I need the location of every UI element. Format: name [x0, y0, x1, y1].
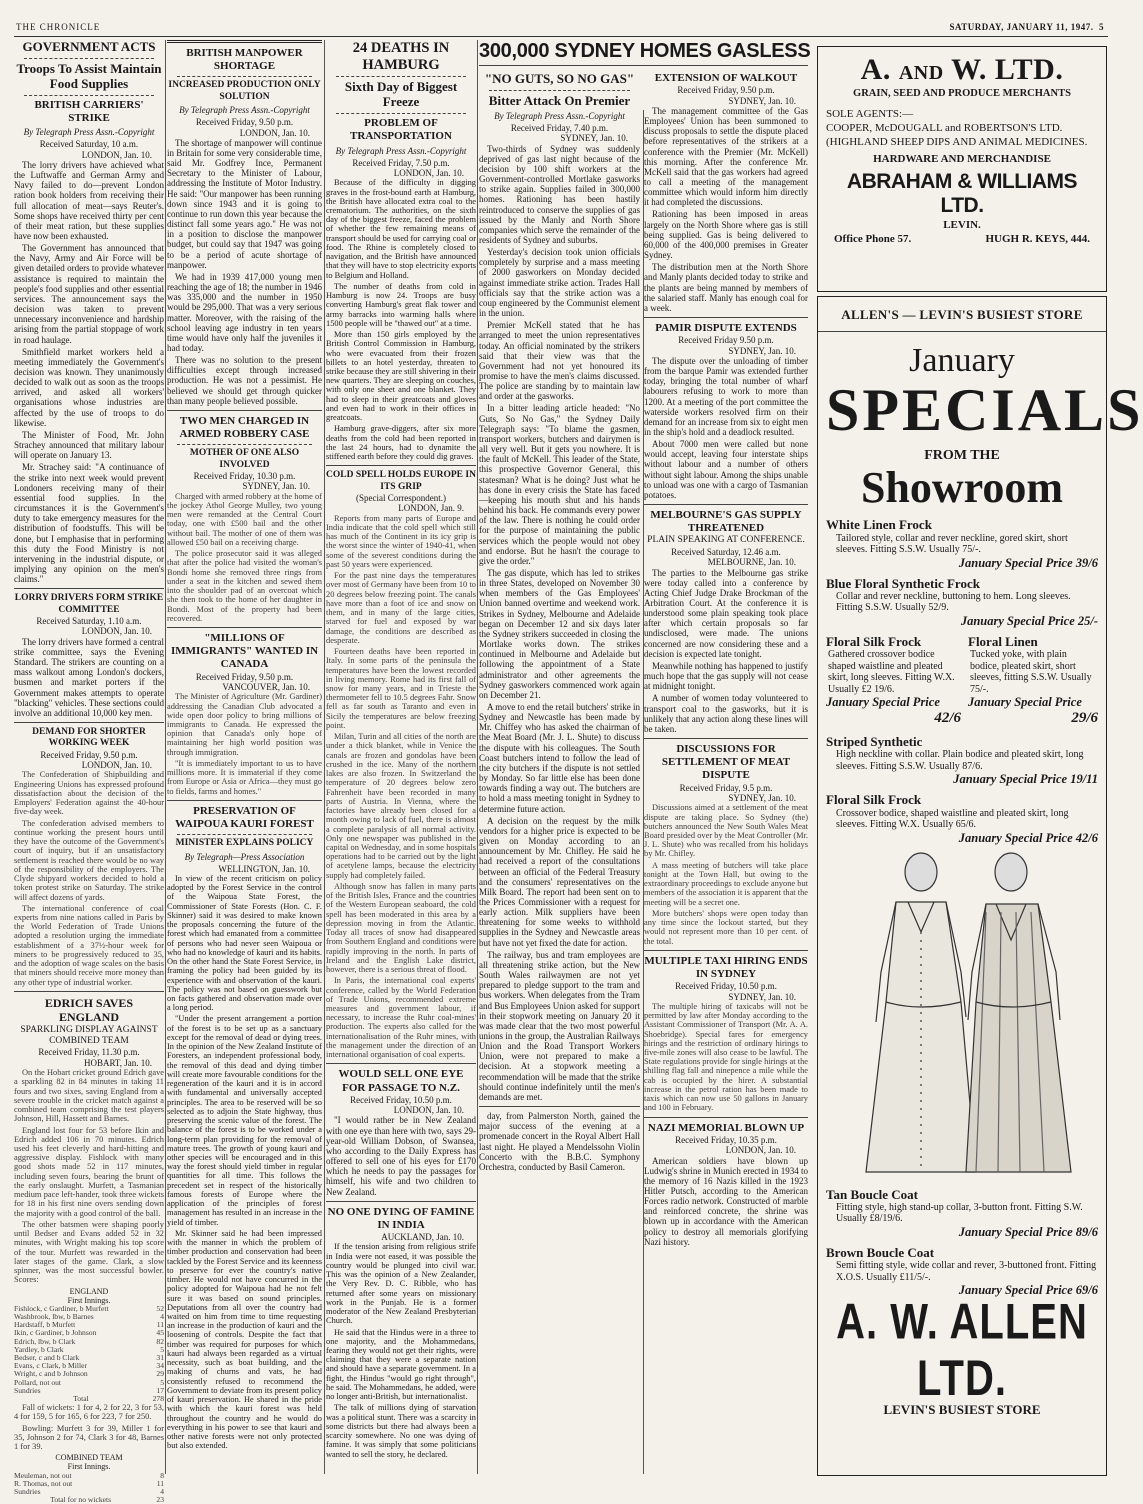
item-description: Fitting style, high stand-up collar, 3-button front. Fitting S.W. Usually £8/19/6.	[836, 1201, 1083, 1225]
paragraph: In Paris, the international coal experts' conference, called by the World Federation of Trade Unions, recommended extreme measures and government labour, if necessary, to increase the Ruhr coal-mines' production. The experts also called for the internationalisation of the Ruhr mines, with the management under the direction of an international organisation of coal experts.	[326, 976, 476, 1060]
paragraph: A decision on the request by the milk vendors for a higher price is expected to be given on Monday according to an announcement by Mr. Chifley. He said he had received a report of the consultations between an official of the Federal Treasury and the consumers' representatives on the Milk Board. The report had been sent on to the Prices Commissioner with a request for early action. Milk suppliers have been threatening for some weeks to withhold supplies in the Sydney and Newcastle areas but have not yet fixed the date for action.	[479, 815, 640, 948]
banner-headline: 300,000 SYDNEY HOMES GASLESS	[479, 40, 811, 62]
item-title: Striped Synthetic	[826, 733, 923, 749]
advert-line: HARDWARE AND MERCHANDISE	[873, 152, 1051, 165]
paragraph: Charged with armed robbery at the home of the jockey Athol George Mulley, two young men were remanded at the Central Court today, one with £500 bail and the other without bail. The mother of one of them was allowed £50 bail on a receiving charge.	[167, 491, 322, 547]
headline: DEMAND FOR SHORTER WORKING WEEK	[32, 727, 146, 749]
subheadline: Sixth Day of Biggest Freeze	[344, 79, 458, 110]
batsman: Edrich, lbw, b Clark	[14, 1336, 76, 1346]
dateline: HOBART, Jan. 10.	[83, 1057, 152, 1068]
headline: TWO MEN CHARGED IN ARMED ROBBERY CASE	[179, 414, 310, 441]
advert-brand: A. W. ALLEN LTD.	[836, 1294, 1088, 1407]
paragraph: The multiple hiring of taxicabs will not be permitted by law after Monday according to the Assistant Commissioner of Transport (Mr. A. A. Shoebridge). Special fares for emergency hirings and the restriction of ordinary hirings to five-mile zones will also cease to be lawful. The State regulations provide for single hirings at the shilling flag fall and ninepence a mile while the cab is occupied by the hirer. A substantial increase in the petrol ration has been made to taxis which can now use 50 gallons in January and 100 in February.	[644, 1001, 808, 1113]
paragraph: The shortage of manpower will continue in Britain for some very considerable time, said Mr. Godfrey Ince, Permanent Secretary to the Minister of Labour, addressing the Institute of Motor Industry. He said: "Our manpower has been running down since 1943 and it is going to continue to run down this year because the distinct fall some years ago." He was not in a position to disclose the manpower budget, but could say that 1947 was going to be a period of acute shortage of manpower.	[167, 137, 322, 270]
paragraph: About 7000 men were called but none would accept, leaving four interstate ships without labour and a number of others without sight labour. Among the ships unable to unload was one with a cargo of Tasmanian potatoes.	[644, 439, 808, 500]
paragraph: For the past nine days the temperatures over most of Germany have been from 10 to 20 degrees below freezing point. The canals have more than a foot of ice and snow on them, and in many of the large cities, starved for fuel and exposed by war damage, the conditions are described as desperate.	[326, 571, 476, 645]
paragraph: The Government has announced that the Navy, Army and Air Force will be given detailed orders to provide whatever assistance is required to maintain the people's food supplies and other essential services. The announcement says the decision was taken to prevent unnecessary inconvenience and hardship arising from the partial stoppage of work in road haulage.	[14, 243, 164, 345]
advert-phones: Office Phone 57. HUGH R. KEYS, 444.	[834, 233, 1090, 246]
batsman: Pollard, not out	[14, 1377, 62, 1387]
item-title: Floral Silk Frock	[826, 792, 922, 808]
batsman: R. Thomas, not out	[14, 1478, 73, 1488]
batsman: Sundries	[14, 1385, 41, 1395]
paragraph: The lorry drivers have achieved what the Luftwaffe and German Army and Navy failed to do—prevent London ration book holders from receiving their full allocation of meat—says Reuter's. Some shops have received thirty per cent of their meat ration, but these supplies have now been exhausted.	[14, 159, 164, 241]
runs: 4	[160, 1487, 164, 1497]
paragraph: If the tension arising from religious strife in India were not eased, it was possible the country would be plunged into civil war. This was the opinion of a New Zealander, the Very Rev. D. C. Ribble, who has returned after some years on missionary work in the Punjab. He is a former moderator of the New Zealand Presbyterian Church.	[326, 1242, 476, 1326]
subheadline: MINISTER EXPLAINS POLICY	[175, 838, 314, 849]
runs: 29	[156, 1369, 164, 1379]
advert-item	[826, 1188, 1098, 1240]
byline: By Telegraph Press Assn.-Copyright	[335, 145, 467, 156]
advert-header: ALLEN'S — LEVIN'S BUSIEST STORE	[841, 307, 1083, 322]
advert-abraham-williams	[817, 46, 1107, 292]
subheadline: MOTHER OF ONE ALSO INVOLVED	[189, 448, 300, 470]
dateline: SYDNEY, Jan. 10.	[728, 345, 796, 356]
advert-town: LEVIN.	[943, 218, 981, 231]
paragraph: Meanwhile nothing has happened to justify much hope that the gas supply will not cease at midnight tonight.	[644, 660, 808, 692]
paragraph: More than 150 girls employed by the British Control Commission in Hamburg, who were evacuated from their frozen billets to an hotel yesterday, threaten to strike because they are still shivering in their new quarters. They are sleeping on couches, with only one sheet and one blanket. They had to sleep in their greatcoats and gloves and even had to work in their offices in greatcoats.	[326, 330, 477, 423]
headline: NO ONE DYING OF FAMINE IN INDIA	[327, 1205, 475, 1231]
paragraph: "It is immediately important to us to have millions more. It is immaterial if they come from Europe or Asia or Africa—they must go to fields, farms and homes."	[167, 758, 322, 796]
item-price: January Special Price 25/-	[960, 613, 1098, 628]
advert-logo: A. AND W. LTD.	[860, 53, 1064, 86]
runs: 8	[160, 1470, 164, 1480]
subheadline: PLAIN SPEAKING AT CONFERENCE.	[647, 535, 805, 546]
runs: 82	[156, 1336, 164, 1346]
paragraph: Mr. Strachey said: "A continuance of the strike into next week would prevent Londoners receiving many of their essential food supplies. In the circumstances it is the Government's duty to take emergency measures for the distribution of foodstuffs. This will be done, but I emphasise that in performing this duty the Food Ministry is not intervening in the industrial dispute, or implying any opinion on the men's claims."	[14, 462, 164, 585]
batsman: Washbrook, lbw, b Barnes	[14, 1312, 94, 1322]
subheadline: SPARKLING DISPLAY AGAINST COMBINED TEAM	[20, 1024, 158, 1047]
dateline: VANCOUVER, Jan. 10.	[222, 681, 310, 692]
item-title: Tan Boucle Coat	[826, 1186, 918, 1202]
dateline: LONDON, Jan. 10.	[81, 760, 152, 771]
received-line: Received Friday, 9.50 p.m.	[195, 671, 294, 682]
runs: 4	[160, 1312, 164, 1322]
subheadline: "NO GUTS, SO NO GAS"	[484, 71, 635, 86]
received-line: Received Friday, 10.50 p.m.	[675, 981, 777, 992]
paragraph: England lost four for 53 before Ikin and Edrich added 106 in 70 minutes. Edrich used his feet cleverly and hard-hitting and aggressive display. Fishlock with many good shots made 52 in 117 minutes, including seven fours, bearing the brunt of the early onslaught. Murfett, a Tasmanian medium pace left-hander, took three wickets for 18 in his first nine overs sending down the majority with a good control of the ball.	[14, 1125, 164, 1218]
received-line: Received Saturday, 10 a.m.	[39, 139, 139, 150]
paragraph: Rationing has been imposed in areas largely on the North Shore where gas is still being supplied. Gas is being delivered to 60,000 of the 400,000 premises in Greater Sydney.	[644, 209, 808, 261]
paragraph: A number of women today volunteered to transport coal to the gasworks, but it is unlikely that any action along these lines will be taken.	[644, 693, 808, 734]
kicker: Bitter Attack On Premier	[488, 92, 631, 108]
item-price: January Special Price 42/6	[958, 830, 1098, 845]
item-description: Collar and rever neckline, buttoning to hem. Long sleeves. Fitting S.S.W. Usually 52/9.	[836, 590, 1071, 614]
advert-item	[826, 577, 1098, 629]
paragraph: There was no solution to the present difficulties except through increased production. He was not a pessimist. He believed we should get through quicker than many people believed possible.	[167, 355, 322, 406]
dateline: LONDON, Jan. 10.	[81, 626, 152, 637]
paragraph: He said that the Hindus were in a three to one majority, and the Mohammedans, fearing they would not get their rights, were claiming that they were a separate nation and should have a separate government. In a fight, the Hindus "would go right through", he said. The Mohammedans, he added, were no longer anti-British, but internationalist.	[326, 1327, 476, 1402]
runs: 34	[156, 1361, 164, 1371]
paragraph: More butchers' shops were open today than any time since the lockout started, but they would not represent more than 10 per cent. of the total.	[644, 908, 808, 946]
item-description: Semi fitting style, wide collar and rever, 3-buttoned front. Fitting X.O.S. Usually £11/5/-.	[836, 1260, 1097, 1283]
item-title: Brown Boucle Coat	[826, 1244, 935, 1260]
runs: 5	[160, 1377, 164, 1387]
paragraph: Discussions aimed at a settlement of the meat dispute are taking place. So Sydney (the) butchers announced the New South Wales Meat Board presided over by the Meat Controller (Mr. J. L. Shute) who was recalled from his holidays by Mr. Chifley.	[644, 803, 808, 859]
dateline: SYDNEY, Jan. 10.	[242, 481, 310, 492]
advert-allens	[817, 296, 1143, 1476]
paragraph: A mass meeting of butchers will take place tonight at the Town Hall, but owing to the extraordinary proceedings to exclude anyone but members of the association it is apparent that the meeting will be a secret one.	[644, 860, 808, 907]
byline: By Telegraph Press Assn.-Copyright	[23, 127, 155, 138]
byline: By Telegraph Press Assn.-Copyright	[179, 105, 310, 116]
received-line: Received Friday 9.50 p.m.	[678, 335, 774, 346]
advert-line: (HIGHLAND SHEEP DIPS AND ANIMAL MEDICINES.	[826, 136, 1088, 149]
item-title: Blue Floral Synthetic Frock	[826, 575, 980, 591]
received-line: Received Friday, 10.35 p.m.	[675, 1134, 777, 1145]
received-line: Received Friday, 9.5 p.m.	[679, 782, 773, 793]
paragraph: Yesterday's decision took union officials completely by surprise and a mass meeting of 2000 gasworkers on Monday decided against immediate strike action. Trades Hall officials say that the strike action was a coup engineered by the Communist element in the union.	[479, 247, 640, 319]
runs: 11	[156, 1320, 164, 1330]
kicker: PROBLEM OF TRANSPORTATION	[350, 117, 452, 143]
headline: MULTIPLE TAXI HIRING ENDS IN SYDNEY	[644, 954, 808, 980]
headline: LORRY DRIVERS FORM STRIKE COMMITTEE	[14, 593, 164, 615]
headline: EDRICH SAVES ENGLAND	[44, 995, 134, 1025]
fashion-illustration	[826, 852, 1098, 1182]
advert-item	[826, 793, 1098, 845]
received-line: Received Friday, 7.40 p.m.	[510, 122, 609, 133]
paragraph: Smithfield market workers held a meeting immediately the Government's decision was known. They unanimously decided to walk out as soon as the troops arrived, and asked all workers' organisations whose industries are affected by the use of troops to do likewise.	[14, 346, 164, 428]
dateline: AUCKLAND, Jan. 10.	[381, 1232, 464, 1243]
received-line: Received Friday, 9.50 p.m.	[195, 117, 294, 128]
paragraph: American soldiers have blown up Ludwig's shrine in Munich erected in 1934 to the memory of 16 Nazis killed in the 1923 Hitler Putsch, according to the American Forces radio network. Constructed of marble and reinforced concrete, the shrine was blown up in accordance with the American policy to destroy all memorials glorifying Nazi history.	[644, 1155, 808, 1247]
advert-line: GRAIN, SEED AND PRODUCE MERCHANTS	[853, 88, 1071, 99]
gas-story	[479, 72, 640, 1474]
paragraph: On the Hobart cricket ground Edrich gave a sparkling 82 in 84 minutes in taking 11 fours and two sixes, saving England from a severe trouble in the cricket match against a combined team comprising the test players Johnson, Hill, Hassett and Barnes.	[14, 1068, 164, 1124]
paragraph: Although snow has fallen in many parts of the British Isles, France and the countries of the Western European seaboard, the cold spell has been moderated in this area by a depression moving in from the Atlantic. Today all traces of snow had disappeared from Southern England and conditions were rapidly improving in the north. In parts of Ireland and the English Lake district, however, there is a serious threat of flood.	[326, 881, 476, 975]
advert-january: January	[909, 342, 1015, 379]
headline: MELBOURNE'S GAS SUPPLY THREATENED	[650, 509, 802, 535]
paragraph: The Confederation of Shipbuilding and Engineering Unions has expressed profound dissatisfaction about the decision of the Employers' Federation against the 40-hour five-day week.	[14, 770, 164, 817]
subheadline: INCREASED PRODUCTION ONLY SOLUTION	[168, 80, 321, 102]
headline: PAMIR DISPUTE EXTENDS	[655, 322, 797, 334]
advert-from: FROM THE	[924, 448, 1000, 463]
advert-item	[826, 1246, 1098, 1298]
column-4	[479, 40, 811, 1474]
scorecard-innings: First Innings.	[67, 1295, 111, 1305]
advert-specials: SPECIALS	[826, 377, 1143, 443]
runs: 11	[156, 1478, 164, 1488]
received-line: Received Friday, 10.50 p.m.	[350, 1094, 452, 1105]
paragraph: Premier McKell stated that he has arranged to meet the union representatives today. An official nominated by the strikers said that their view was that the Government had not yet honoured its promise to have the men's claims discussed. The police are standing by to maintain law and order at the gasworks.	[479, 320, 640, 402]
gas-sidebar	[644, 72, 808, 1474]
dateline: LONDON, Jan. 9.	[398, 503, 464, 514]
paragraph: day, from Palmerston North, gained the major success of the evening at a promenade concert in the Royal Albert Hall last night. He played a Mendelssohn Violin Concerto with the B.B.C. Symphony Orchestra, conducted by Basil Cameron.	[479, 1111, 640, 1172]
paragraph: The management committee of the Gas Employees' Union has been summoned to discuss proposals to settle the dispute placed before representatives of the strikers at a conference with the Premier (Mr. McKell) this morning. After the conference Mr. McKell said that the gas workers had agreed to call a meeting of the management committee which would inform him directly it had completed the discussions.	[644, 105, 808, 208]
scorecard-total: Total 278	[73, 1393, 164, 1403]
paragraph: A move to end the retail butchers' strike in Sydney and Newcastle has been made by Mr. Chiffey who has asked the chairman of the Meat Board (Mr. J. L. Shute) to discuss the dispute with his colleagues. The South Coast butchers intend to follow the lead of the city butchers if the dispute is not settled by Monday. So far little else has been done towards finding a way out. The butchers are to hold a mass meeting tonight in Sydney to determine future action.	[479, 702, 640, 814]
dateline: SYDNEY, Jan. 10.	[560, 133, 628, 144]
received-line: Received Friday, 9.50 p.m.	[677, 85, 775, 96]
headline: "MILLIONS OF IMMIGRANTS" WANTED IN CANADA	[170, 632, 319, 671]
headline: COLD SPELL HOLDS EUROPE IN ITS GRIP	[326, 470, 476, 492]
item-description: Tailored style, collar and rever neckline, gored skirt, short sleeves. Fitting S.S.W. Usually 75/-.	[836, 532, 1068, 556]
headline: EXTENSION OF WALKOUT	[654, 72, 798, 84]
advert-showroom: Showroom	[860, 463, 1064, 512]
dateline: LONDON, Jan. 10.	[239, 127, 310, 138]
item-price: January Special Price 69/6	[958, 1283, 1098, 1298]
dateline: LONDON, Jan. 10.	[393, 167, 464, 178]
paragraph: Milan, Turin and all cities of the north are under a thick blanket, while in Venice the canals are frozen and gondolas have been crushed in the ice. Many of the northern lakes are also frozen. In Switzerland the temperature of 20 degrees below zero Fahrenheit have been recorded in many parts of Austria. In Vienna, where the factories have already been closed for a month owing to lack of fuel, there is almost a complete paralysis of all normal activity. Only one newspaper was published in the capital on Wednesday, and in some hospitals operations had to be carried out by the light of acetylene lamps, because the electricity supply had completely failed.	[326, 732, 476, 880]
headline: DISCUSSIONS FOR SETTLEMENT OF MEAT DISPUTE	[661, 743, 791, 782]
masthead	[10, 22, 1110, 36]
advert-item: Floral Silk Frock Gathered crossover bodice shaped waistline and pleated skirt, long sleeves. Fitting W.X. Usually £2 19/6. January Special Price 42/6	[826, 633, 961, 727]
paragraph: Reports from many parts of Europe and India indicate that the cold spell which still has much of the Continent in its icy grip is the worst since the winter of 1940-41, when some of the severest conditions during the past 50 years were experienced.	[326, 513, 476, 569]
runs: 31	[156, 1353, 164, 1362]
runs: 45	[156, 1328, 164, 1338]
received-line: Received Friday, 10.30 p.m.	[193, 471, 296, 482]
paragraph: Hamburg grave-diggers, after six more deaths from the cold had been reported in the last 24 hours, had to dynamite the stiffened earth before they could dig graves.	[326, 424, 476, 462]
kicker: BRITISH CARRIERS' STRIKE	[34, 98, 144, 124]
item-title: White Linen Frock	[826, 517, 932, 533]
batsman: Fishlock, c Gardiner, b Murfett	[14, 1303, 109, 1313]
received-line: Received Saturday, 12.46 a.m.	[671, 546, 781, 557]
item-description: Crossover bodice, shaped waistline and pleated skirt, long sleeves. Fitting W.X. Usually 65/6.	[836, 807, 1069, 831]
paragraph: The dispute over the unloading of timber from the barque Pamir was extended further today, bringing the total number of wharf labourers refusing to work to more than 1200. At a meeting of the port committee the waterside workers resolved firm on their demand for an increase from six to eight men in the ship's hold and a deadlock resulted.	[644, 355, 808, 437]
advert-line: COOPER, McDOUGALL and ROBERTSON'S LTD.	[826, 121, 1063, 134]
byline: By Telegraph Press Assn.-Copyright	[494, 110, 625, 121]
dateline: SYDNEY, Jan. 10.	[728, 792, 796, 803]
paragraph: Fourteen deaths have been reported in Italy. In some parts of the peninsula the temperatures have been the lowest recorded in living memory. Rome had its first fall of snow for many years, and in Trieste the thermometer fell to 10.5 degrees Fahr. Snow fell as far south as Taranto and even in Sicily the temperatures are below freezing point.	[326, 647, 476, 730]
paragraph: We had in 1939 417,000 young men reaching the age of 18; the number in 1946 was 335,000 and the number in 1950 would be 295,000. That was a very serious matter. Moreover, with the raising of the school leaving age industry in ten years time would have only half the juveniles it had today.	[167, 271, 322, 353]
dateline: LONDON, Jan. 10.	[393, 1105, 464, 1116]
masthead-rule	[14, 36, 1108, 37]
paragraph: The Minister of Agriculture (Mr. Gardiner) addressing the Canadian Club advocated a wide open door policy to bring millions of immigrants to Canada. He expressed the opinion that Canada's only hope of maintaining her high world position was through immigration.	[167, 692, 322, 757]
paragraph: The lorry drivers have formed a central strike committee, says the Evening Standard. The strikers are counting on a mass walkout among London's dockers, busmen and market porters if the Government makes attempts to operate "blacking" vehicles. These sections could involve an additional 10,000 key men.	[14, 636, 164, 718]
column-divider	[477, 40, 478, 1474]
paper-name: THE CHRONICLE	[16, 22, 101, 32]
column-1	[14, 39, 164, 1504]
received-line: Received Friday, 7.50 p.m.	[352, 157, 450, 168]
scorecard-table	[14, 1472, 164, 1504]
paragraph: The Minister of Food, Mr. John Strachey announced that military labour will operate on January 13.	[14, 429, 164, 461]
headline: WOULD SELL ONE EYE FOR PASSAGE TO N.Z.	[338, 1068, 464, 1094]
batsman: Meuleman, not out	[14, 1470, 72, 1480]
paragraph: "Under the present arrangement a portion of the forest is to be set up as a sanctuary except for the removal of dead or dying trees. In the opinion of the New Zealand Institute of Foresters, an independent professional body, the removal of this dead and dying timber will create more favourable conditions for the regeneration of the kauri and it is in accord with fundamental and universally accepted principles. The area to be reserved will be so selected as to adjoin the State highway, thus preserving the scenic value of the forest. The balance of the forest is to be worked under a long-term plan providing for the removal of mature trees. The growth of young kauri and other species will be encouraged and in this way the forest should yield timber in regular quantities for all time. This follows the precedent set in respect of the historically famous forests of Europe where the application of the principles of forest management has resulted in an increase in the yield of timber.	[167, 1014, 322, 1227]
runs: 5	[160, 1344, 164, 1354]
item-price: January Special Price 89/6	[958, 1224, 1098, 1239]
paragraph: The railway, bus and tram employees are all threatening strike action, but the New South Wales railwaymen are not yet prepared to pledge support to the tram and bus workers. When delegates from the Tram and Bus Employees Union asked for support in their stopwork meeting on January 20 it was made clear that the two most powerful unions in the group, the Australian Railways Union and the Road Transport Workers Union, were not prepared to make a decision. At a stopwork meeting a recommendation will be made that the strike should continue indefinitely until the men's demands are met.	[479, 949, 640, 1102]
paragraph: The parties to the Melbourne gas strike were today called into a conference by Acting Chief Judge Drake Brockman of the Arbitration Court. At the conference it is understood some plain speaking took place after which certain proposals so far undisclosed, were made. The unions concerned are now considering these and a decision is expected late tonight.	[644, 567, 808, 659]
column-2	[167, 40, 322, 1474]
paragraph: The number of deaths from cold in Hamburg is now 24. Troops are busy converting Hamburg's great flak tower and army barracks into warming halls where 1500 people will be "thawed out" at a time.	[326, 281, 476, 328]
paragraph: Because of the difficulty in digging graves in the frost-bound earth at Hamburg, the British have allocated extra coal to the crematorium. The authorities, on the sixth day of the biggest freeze, faced the problem of whether the few remaining means of transport should be used for carrying coal or food. The Rhine is completely closed to navigation, and the British have announced that they will have to stop electricity exports to Belgium and Holland.	[326, 178, 476, 280]
byline: By Telegraph—Press Association	[184, 851, 305, 862]
runs: 52	[156, 1303, 164, 1313]
scorecard-row	[14, 1387, 164, 1395]
paragraph: The talk of millions dying of starvation was a political stunt. There was a scarcity in some districts but there had always been a scarcity somewhere. No one was dying of famine. It was simply that some politicians wanted to sell the story, he declared.	[326, 1403, 476, 1459]
subheadline: Troops To Assist Maintain Food Supplies	[16, 60, 162, 91]
batsman: Evans, c Clark, b Miller	[14, 1361, 87, 1371]
advert-company-name: ABRAHAM & WILLIAMS LTD.	[846, 169, 1078, 217]
runs: 17	[156, 1385, 164, 1395]
paragraph: Two-thirds of Sydney was suddenly deprived of gas last night because of the decision by 100 shift workers at the Government-controlled Mortlake gasworks to strike again. Supplies failed in 300,000 homes. Rationing has been hastily reintroduced to conserve the supplies of gas issued by the Manly and North Shore companies which serve the remainder of the residents of Sydney and suburbs.	[479, 143, 640, 245]
received-line: Received Friday, 11.30 p.m.	[38, 1047, 140, 1058]
byline: (Special Correspondent.)	[356, 493, 446, 504]
headline: BRITISH MANPOWER SHORTAGE	[186, 47, 303, 73]
dateline: MELBOURNE, Jan. 10.	[707, 557, 796, 568]
scorecard-team: COMBINED TEAM	[55, 1453, 123, 1463]
received-line: Received Saturday, 1.10 a.m.	[36, 616, 142, 627]
column-divider	[165, 40, 166, 1474]
headline: GOVERNMENT ACTS	[22, 39, 156, 54]
advert-pair	[826, 629, 1098, 729]
bowling-figures: Bowling: Murfett 3 for 39, Miller 1 for 35, Johnson 2 for 74, Clark 3 for 48, Barnes 1 for 39.	[14, 1423, 164, 1452]
paragraph: In a bitter leading article headed: "No Guts, So No Gas," the Sydney Daily Telegraph says: "To blame the gasmen, transport workers, butchers and dairymen is all very well. But it gets you nowhere. It is the fault of McKell. This leader of the State, this prospective Governor General, this statesman? What is he doing? Just what he has done in every crisis the State has faced—keeping his mouth shut and his hands behind his back. He commands every power of the law. There is nothing he could order for the purpose of maintaining the public services which the people would not obey and endorse. But he hasn't the courage to give the order."	[479, 403, 640, 566]
scorecard-table	[14, 1305, 164, 1403]
batsman: Hardstaff, b Murfett	[14, 1320, 76, 1330]
column-divider	[324, 40, 325, 1474]
batsman: Wright, c and b Johnson	[14, 1369, 88, 1379]
scorecard-innings: First Innings.	[67, 1462, 111, 1472]
batsman: Ikin, c Gardiner, b Johnson	[14, 1328, 97, 1338]
headline: 24 DEATHS IN HAMBURG	[352, 40, 450, 73]
paragraph: The confederation advised members to continue working the present hours until they have the outcome of the Government's court of inquiry, but if an unsatisfactory settlement is reached there would be no way of the responsibility of the employers. The Clyde shipyard workers decided to hold a token protest strike on Saturday. The strike will affect dozens of yards.	[14, 818, 164, 902]
item-description: High neckline with collar. Plain bodice and pleated skirt, long sleeves. Fitting S.S.W. Usually 87/6.	[836, 749, 1084, 772]
fashion-illustration-svg	[826, 852, 1098, 1182]
paragraph: In view of the recent criticism on policy adopted by the Forest Service in the control of the Waipoua State Forest, the Commissioner of State Forests (Hon. C. F. Skinner) said it was desired to make known the proposals concerning the future of the forest which had emanated from a committee of persons who had never seen Waipoua or who had no knowledge of kauri and its habits. On the other hand the State Forest Service, in framing the policy had been guided by its experience with and observation of the kauri. The policy was not based on guesswork but on facts gathered and observation made over a long period.	[167, 873, 322, 1013]
advert-tagline: LEVIN'S BUSIEST STORE	[883, 1402, 1041, 1418]
batsman: Sundries	[14, 1487, 41, 1497]
fall-of-wickets: Fall of wickets: 1 for 4, 2 for 22, 3 for 53, 4 for 159, 5 for 165, 6 for 223, 7 for 250.	[14, 1403, 164, 1422]
paragraph: The international conference of coal experts from nine nations called in Paris by the World Federation of Trade Unions adopted a resolution urging the immediate establishment of a 37½-hour week for miners to be progressively reduced to 35, and the adoption of wage scales on the basis that miners should receive more money than any other type of industrial worker.	[14, 903, 164, 987]
item-price: January Special Price 39/6	[958, 555, 1098, 570]
column-3	[326, 40, 476, 1474]
paragraph: The other batsmen were shaping poorly until Bedser and Evans added 52 in 32 minutes, with Wright making his top score of the tour. Murfett was rewarded in the later stages of the game. Clark, a slow spinner, was the most successful bowler. Scores:	[14, 1219, 164, 1285]
dateline: LONDON, Jan. 10.	[81, 149, 152, 160]
advert-item	[826, 518, 1098, 570]
batsman: Yardley, b Clark	[14, 1344, 64, 1354]
headline: NAZI MEMORIAL BLOWN UP	[647, 1121, 805, 1134]
advert-item	[826, 735, 1098, 787]
headline: PRESERVATION OF WAIPOUA KAURI FOREST	[175, 804, 314, 831]
scorecard-team: ENGLAND	[69, 1286, 109, 1296]
batsman: Bedser, c and b Clark	[14, 1353, 80, 1362]
scorecard-total: Total for no wickets 23	[50, 1495, 164, 1504]
dateline: SYDNEY, Jan. 10.	[728, 991, 796, 1002]
dateline: SYDNEY, Jan. 10.	[728, 95, 796, 106]
paragraph: The gas dispute, which has led to strikes in three States, developed on November 30 when members of the Gas Employees' Union banned overtime and weekend work. Strikes in Sydney, Melbourne and Adelaide began on December 12 and six days later the Sydney strikers succeeded in closing the Mortlake works down. The strikes continued in Melbourne and Adelaide but following the appointment of a State administrator and other agreements the Sydney gasworkers commenced work again on December 21.	[479, 567, 640, 700]
dateline: LONDON, Jan. 10.	[725, 1145, 796, 1156]
received-line: Received Friday, 9.50 p.m.	[40, 749, 138, 760]
dateline: WELLINGTON, Jan. 10.	[218, 863, 310, 874]
paragraph: Mr. Skinner said he had been impressed with the manner in which the problem of timber production and conservation had been tackled by the Forest Service and its keenness to preserve for ever the country's native timber. He would not have concurred in the policy adopted for Waipoua had he not felt sure it was based on sound principles. Deputations from all over the country had waited on him from time to time requesting an increase in the production of kauri and the loosening of controls. Despite the fact that timber was required for purposes for which kauri had always been regarded as a virtual necessity, such as boat building, and the making of churns and vats, he had consistently refused to recommend the Government to deviate from its present policy of kauri preservation. He shared in the pride with which the kauri forest was held throughout the country and he would do everything in his power to see that kauri and other native forests were not only protected but also extended.	[167, 1228, 322, 1451]
masthead-date: SATURDAY, JANUARY 11, 1947. 5	[949, 22, 1104, 32]
paragraph: The police prosecutor said it was alleged that after the police had visited the woman's Bondi home she removed three rings from under a seat in the kitchen and sewed them into the shoulder pad of an overcoat which she then took to the home of her daughter in Bondi. Most of the property had been recovered.	[167, 549, 322, 623]
item-price: January Special Price 19/11	[953, 772, 1098, 787]
advert-line: SOLE AGENTS:—	[826, 107, 914, 120]
paragraph: The distribution men at the North Shore and Manly plants decided today to strike and the plants are being manned by members of the salaried staff. Manly has enough coal for a week.	[644, 262, 808, 313]
advert-item: Floral Linen Tucked yoke, with plain bodice, pleated skirt, short sleeves, fitting S.S.W. Usually 75/-. January Special Price 29/6	[968, 633, 1098, 727]
paragraph: "I would rather be in New Zealand with one eye than here with two, says 29-year-old William Dobson, of Swansea, who according to the Daily Express has offered to sell one of his eyes for £170 which he needs to pay the passages for himself, his wife and two children to New Zealand.	[326, 1115, 476, 1197]
